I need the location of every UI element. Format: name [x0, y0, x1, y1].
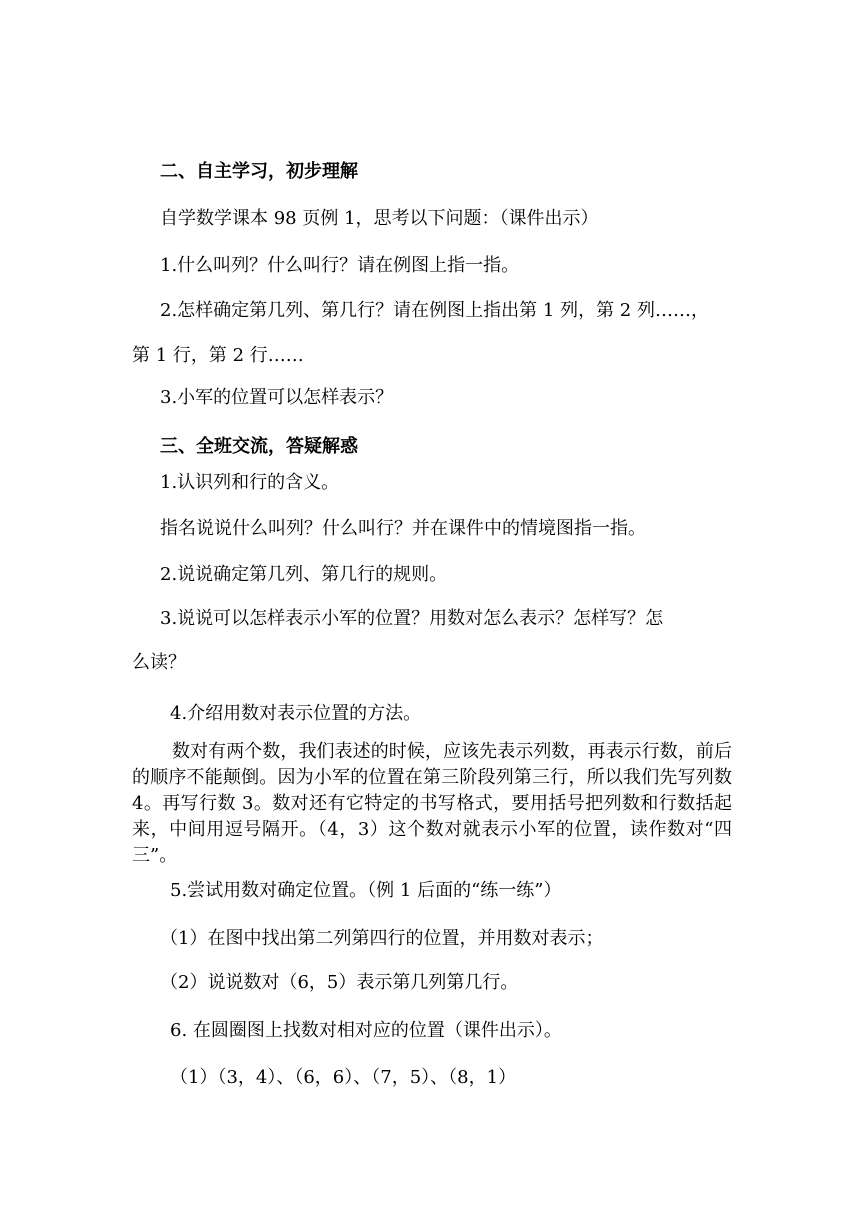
item-3-line-1: 3.说说可以怎样表示小军的位置？用数对怎么表示？怎样写？怎	[160, 608, 664, 629]
question-2-line-2: 第 1 行，第 2 行……	[132, 345, 304, 366]
item-5-sub-2: （2）说说数对（6，5）表示第几列第几行。	[160, 972, 519, 993]
item-5-sub-1: （1）在图中找出第二列第四行的位置，并用数对表示；	[160, 928, 604, 949]
item-1-detail: 指名说说什么叫列？什么叫行？并在课件中的情境图指一指。	[160, 518, 646, 539]
item-4-paragraph: 数对有两个数，我们表述的时候，应该先表示列数，再表示行数，前后的顺序不能颠倒。因为小军的位置在第三阶段列第三行，所以我们先写列数 4。再写行数 3。数对还有它特定的书写格式，要用括号把列数和行数括起来，中间用逗号隔开。（4，3）这个数对就表示小军的位置，读作数对“四三”。	[132, 741, 732, 866]
item-1: 1.认识列和行的含义。	[160, 472, 340, 493]
item-6: 6. 在圆圈图上找数对相对应的位置（课件出示）。	[170, 1020, 562, 1041]
item-3-line-2: 么读？	[132, 652, 186, 673]
question-1: 1.什么叫列？什么叫行？请在例图上指一指。	[160, 255, 520, 276]
self-study-intro: 自学数学课本 98 页例 1，思考以下问题：（课件出示）	[160, 208, 599, 229]
item-2: 2.说说确定第几列、第几行的规则。	[160, 564, 448, 585]
section-heading-class-exchange: 三、全班交流，答疑解惑	[160, 436, 358, 457]
section-heading-self-study: 二、自主学习，初步理解	[160, 161, 358, 182]
item-5: 5.尝试用数对确定位置。（例 1 后面的“练一练”）	[170, 880, 562, 901]
question-3: 3.小军的位置可以怎样表示？	[160, 387, 394, 408]
question-2-line-1: 2.怎样确定第几列、第几行？请在例图上指出第 1 列，第 2 列……，	[160, 300, 709, 321]
item-4: 4.介绍用数对表示位置的方法。	[170, 703, 422, 724]
item-6-sub-1: （1）（3，4）、（6，6）、（7，5）、（8，1）	[170, 1067, 517, 1088]
